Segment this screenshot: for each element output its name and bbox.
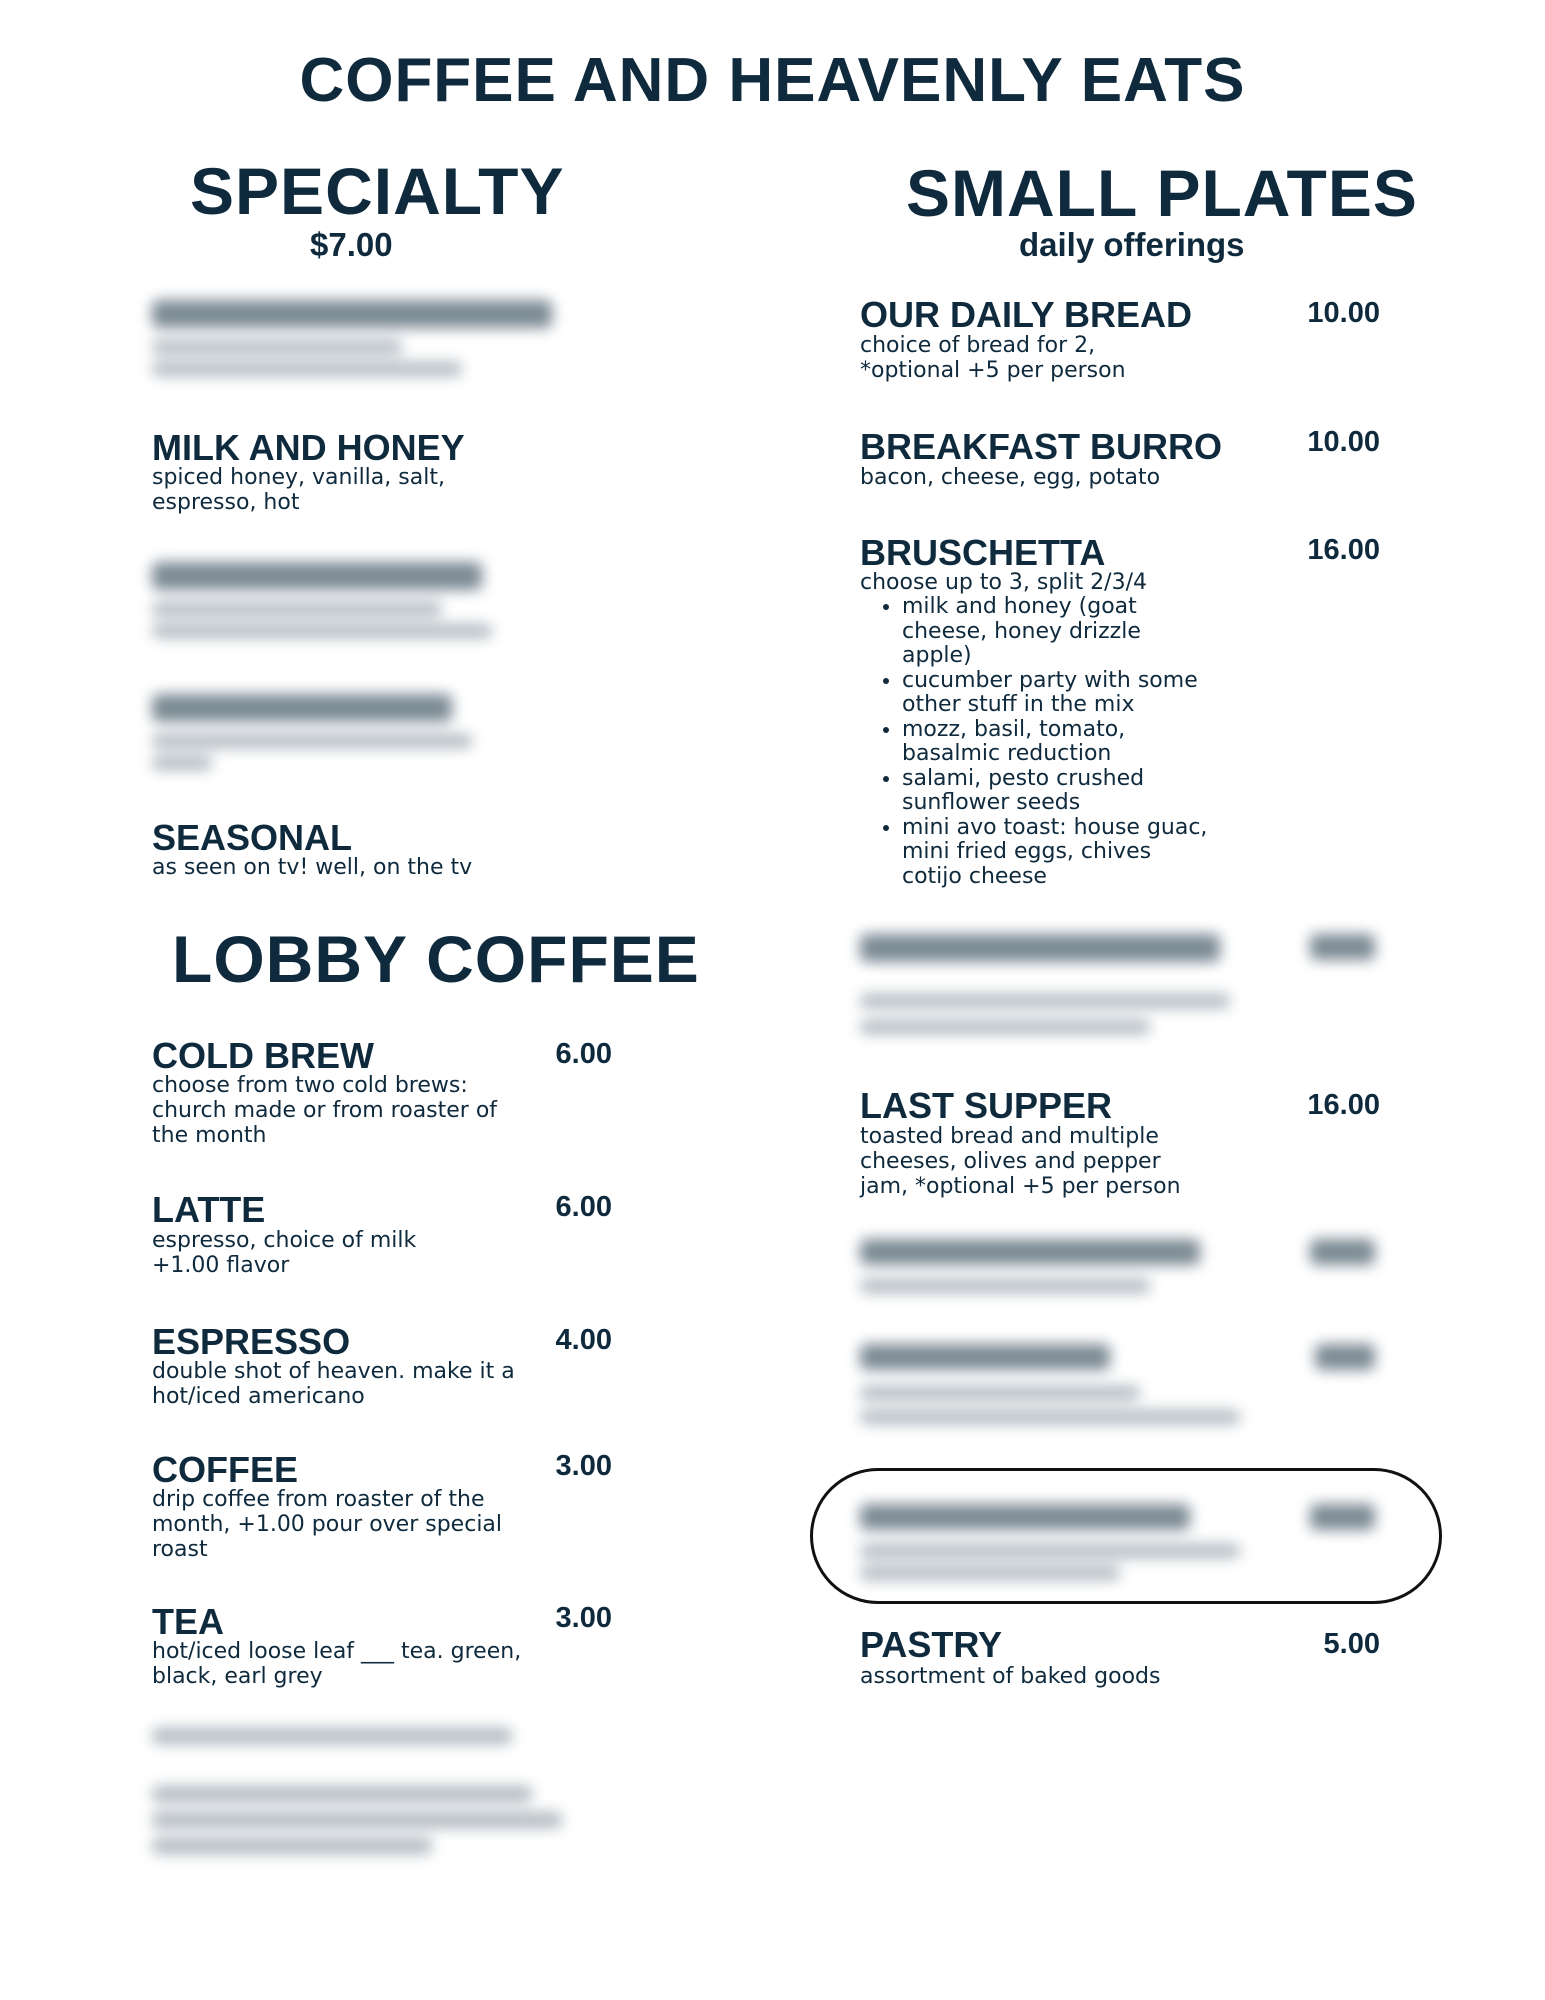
- menu-item-name: LATTE: [152, 1189, 266, 1230]
- menu-item-name: OUR DAILY BREAD: [860, 294, 1193, 335]
- menu-item-name: LAST SUPPER: [860, 1085, 1113, 1126]
- blurred-menu-item: [860, 1340, 1380, 1430]
- specialty-heading: SPECIALTY: [190, 154, 565, 228]
- blurred-menu-item: [152, 296, 552, 386]
- blurred-menu-item: [152, 690, 492, 780]
- menu-item-description: espresso, choice of milk +1.00 flavor: [152, 1228, 417, 1278]
- bruschetta-options-list: [862, 595, 1322, 889]
- menu-item-description: drip coffee from roaster of the month, +1.00 pour over special roast: [152, 1487, 503, 1562]
- menu-item-description: double shot of heaven. make it a hot/iced americano: [152, 1359, 515, 1409]
- menu-item-description: choice of bread for 2, *optional +5 per person: [860, 333, 1126, 383]
- menu-item-description: toasted bread and multiple cheeses, olives and pepper jam, *optional +5 per person: [860, 1124, 1181, 1199]
- list-item: • mini avo toast: house guac, mini fried eggs, chives cotijo cheese: [902, 816, 1322, 890]
- menu-item-name: BREAKFAST BURRO: [860, 426, 1223, 467]
- page-title: COFFEE AND HEAVENLY EATS: [299, 46, 1246, 115]
- menu-item-price: 5.00: [1323, 1628, 1380, 1660]
- menu-item-name: COLD BREW: [152, 1035, 374, 1076]
- menu-item-name: ESPRESSO: [152, 1321, 351, 1362]
- menu-item-name: COFFEE: [152, 1449, 299, 1490]
- menu-item-description: spiced honey, vanilla, salt, espresso, hot: [152, 465, 445, 515]
- menu-item-name: BRUSCHETTA: [860, 532, 1106, 573]
- blurred-menu-item: [152, 1722, 582, 1862]
- list-item: • cucumber party with some other stuff in the mix: [902, 669, 1322, 718]
- small-plates-subtitle: daily offerings: [1019, 226, 1245, 263]
- menu-item-description: bacon, cheese, egg, potato: [860, 465, 1161, 490]
- menu-item-description: choose up to 3, split 2/3/4: [860, 570, 1147, 595]
- menu-item-price: 16.00: [1307, 1089, 1380, 1121]
- blurred-menu-item: [152, 558, 512, 648]
- menu-item-description: assortment of baked goods: [860, 1664, 1161, 1689]
- menu-item-price: 4.00: [555, 1324, 612, 1356]
- menu-item-description: choose from two cold brews: church made or from roaster of the month: [152, 1073, 498, 1148]
- list-item: • mozz, basil, tomato, basalmic reduction: [902, 718, 1322, 767]
- menu-item-name: SEASONAL: [152, 817, 353, 858]
- menu-item-price: 10.00: [1307, 426, 1380, 458]
- lobby-coffee-heading: LOBBY COFFEE: [172, 922, 700, 996]
- menu-item-price: 6.00: [555, 1191, 612, 1223]
- menu-item-name: MILK AND HONEY: [152, 427, 465, 468]
- blurred-menu-item: [860, 1500, 1380, 1590]
- menu-item-price: 10.00: [1307, 297, 1380, 329]
- menu-item-price: 6.00: [555, 1038, 612, 1070]
- specialty-price: $7.00: [310, 226, 393, 263]
- menu-item-price: 16.00: [1307, 534, 1380, 566]
- menu-item-description: as seen on tv! well, on the tv: [152, 855, 473, 880]
- small-plates-heading: SMALL PLATES: [906, 156, 1418, 230]
- menu-item-name: PASTRY: [860, 1624, 1003, 1665]
- blurred-menu-item: [860, 930, 1380, 1050]
- menu-item-price: 3.00: [555, 1602, 612, 1634]
- menu-item-price: 3.00: [555, 1450, 612, 1482]
- list-item: • milk and honey (goat cheese, honey drizzle apple): [902, 595, 1322, 669]
- menu-item-description: hot/iced loose leaf ___ tea. green, black, earl grey: [152, 1639, 522, 1689]
- blurred-menu-item: [860, 1235, 1380, 1305]
- list-item: • salami, pesto crushed sunflower seeds: [902, 767, 1322, 816]
- menu-item-name: TEA: [152, 1601, 224, 1642]
